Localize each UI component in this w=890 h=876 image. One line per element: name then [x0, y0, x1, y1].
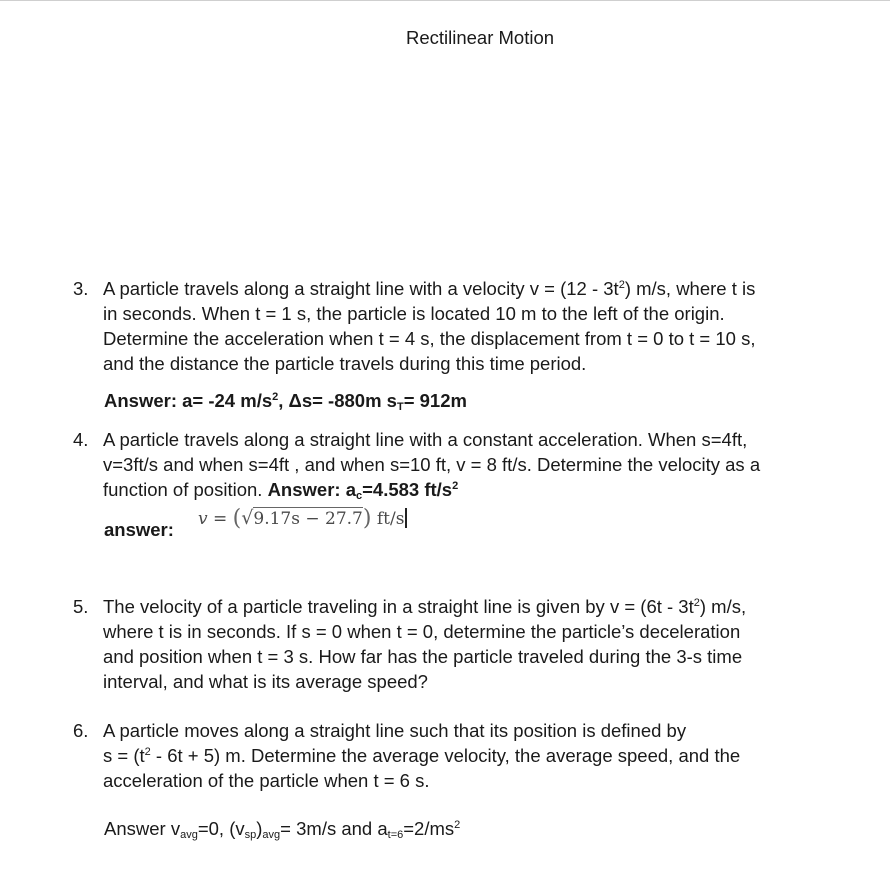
inline-answer: Answer: $a_c=4.583$ $ft/s^2$ [267, 479, 459, 502]
problem-number: 3. [73, 278, 89, 299]
problem-text: A particle travels along a straight line with a constant acceleration. When s=4ft, v=3ft/s and when s=4ft , and when s=10 ft, v = 8 ft/s. Determine the velocity as a function of position. Answer: $a_c=4.583$ $ft/s^2$ [103, 429, 761, 502]
problem-number: 6. [73, 720, 89, 741]
answer-label: answer: [104, 519, 174, 540]
page-title: Rectilinear Motion [405, 27, 555, 48]
problem-number: 5. [73, 596, 89, 617]
text-cursor [405, 508, 407, 528]
velocity-formula[interactable]: v = (√9.17s − 27.7) ft/s [198, 506, 407, 531]
problem-text: A particle moves along a straight line such that its position is defined by $s = (t^2 - 6t + 5)$ m. Determine the average velocity, the average speed, and the acceleration of the particle when t = 6 s. [103, 720, 741, 791]
problem-6-answer: Answer $v_{avg}=0$, $(v_{sp})_{avg}= 3m/s$ and $a_{t=6}=2/ms^2$ [104, 818, 461, 841]
problem-text: The velocity of a particle traveling in a straight line is given by $v = (6t - 3t^2)$ m/s, where t is in seconds. If s = 0 when t = 0, determine the particle’s deceleration and position when t = 3 s. How far has the particle traveled during the 3-s time interval, and what is its average speed? [103, 596, 747, 692]
problem-3-answer: Answer: a= -24 $m/s^2$, Δs= -880m $s_T= 912m$ [104, 390, 467, 413]
problem-number: 4. [73, 429, 89, 450]
top-rule [0, 0, 890, 1]
problem-text: A particle travels along a straight line with a velocity $v = (12 - 3t^2)$ m/s, where t is in seconds. When t = 1 s, the particle is located 10 m to the left of the origin. Determine the acceleration when t = 4 s, the displacement from t = 0 to t = 10 s, and the distance the particle travels during this time period. [103, 278, 756, 374]
